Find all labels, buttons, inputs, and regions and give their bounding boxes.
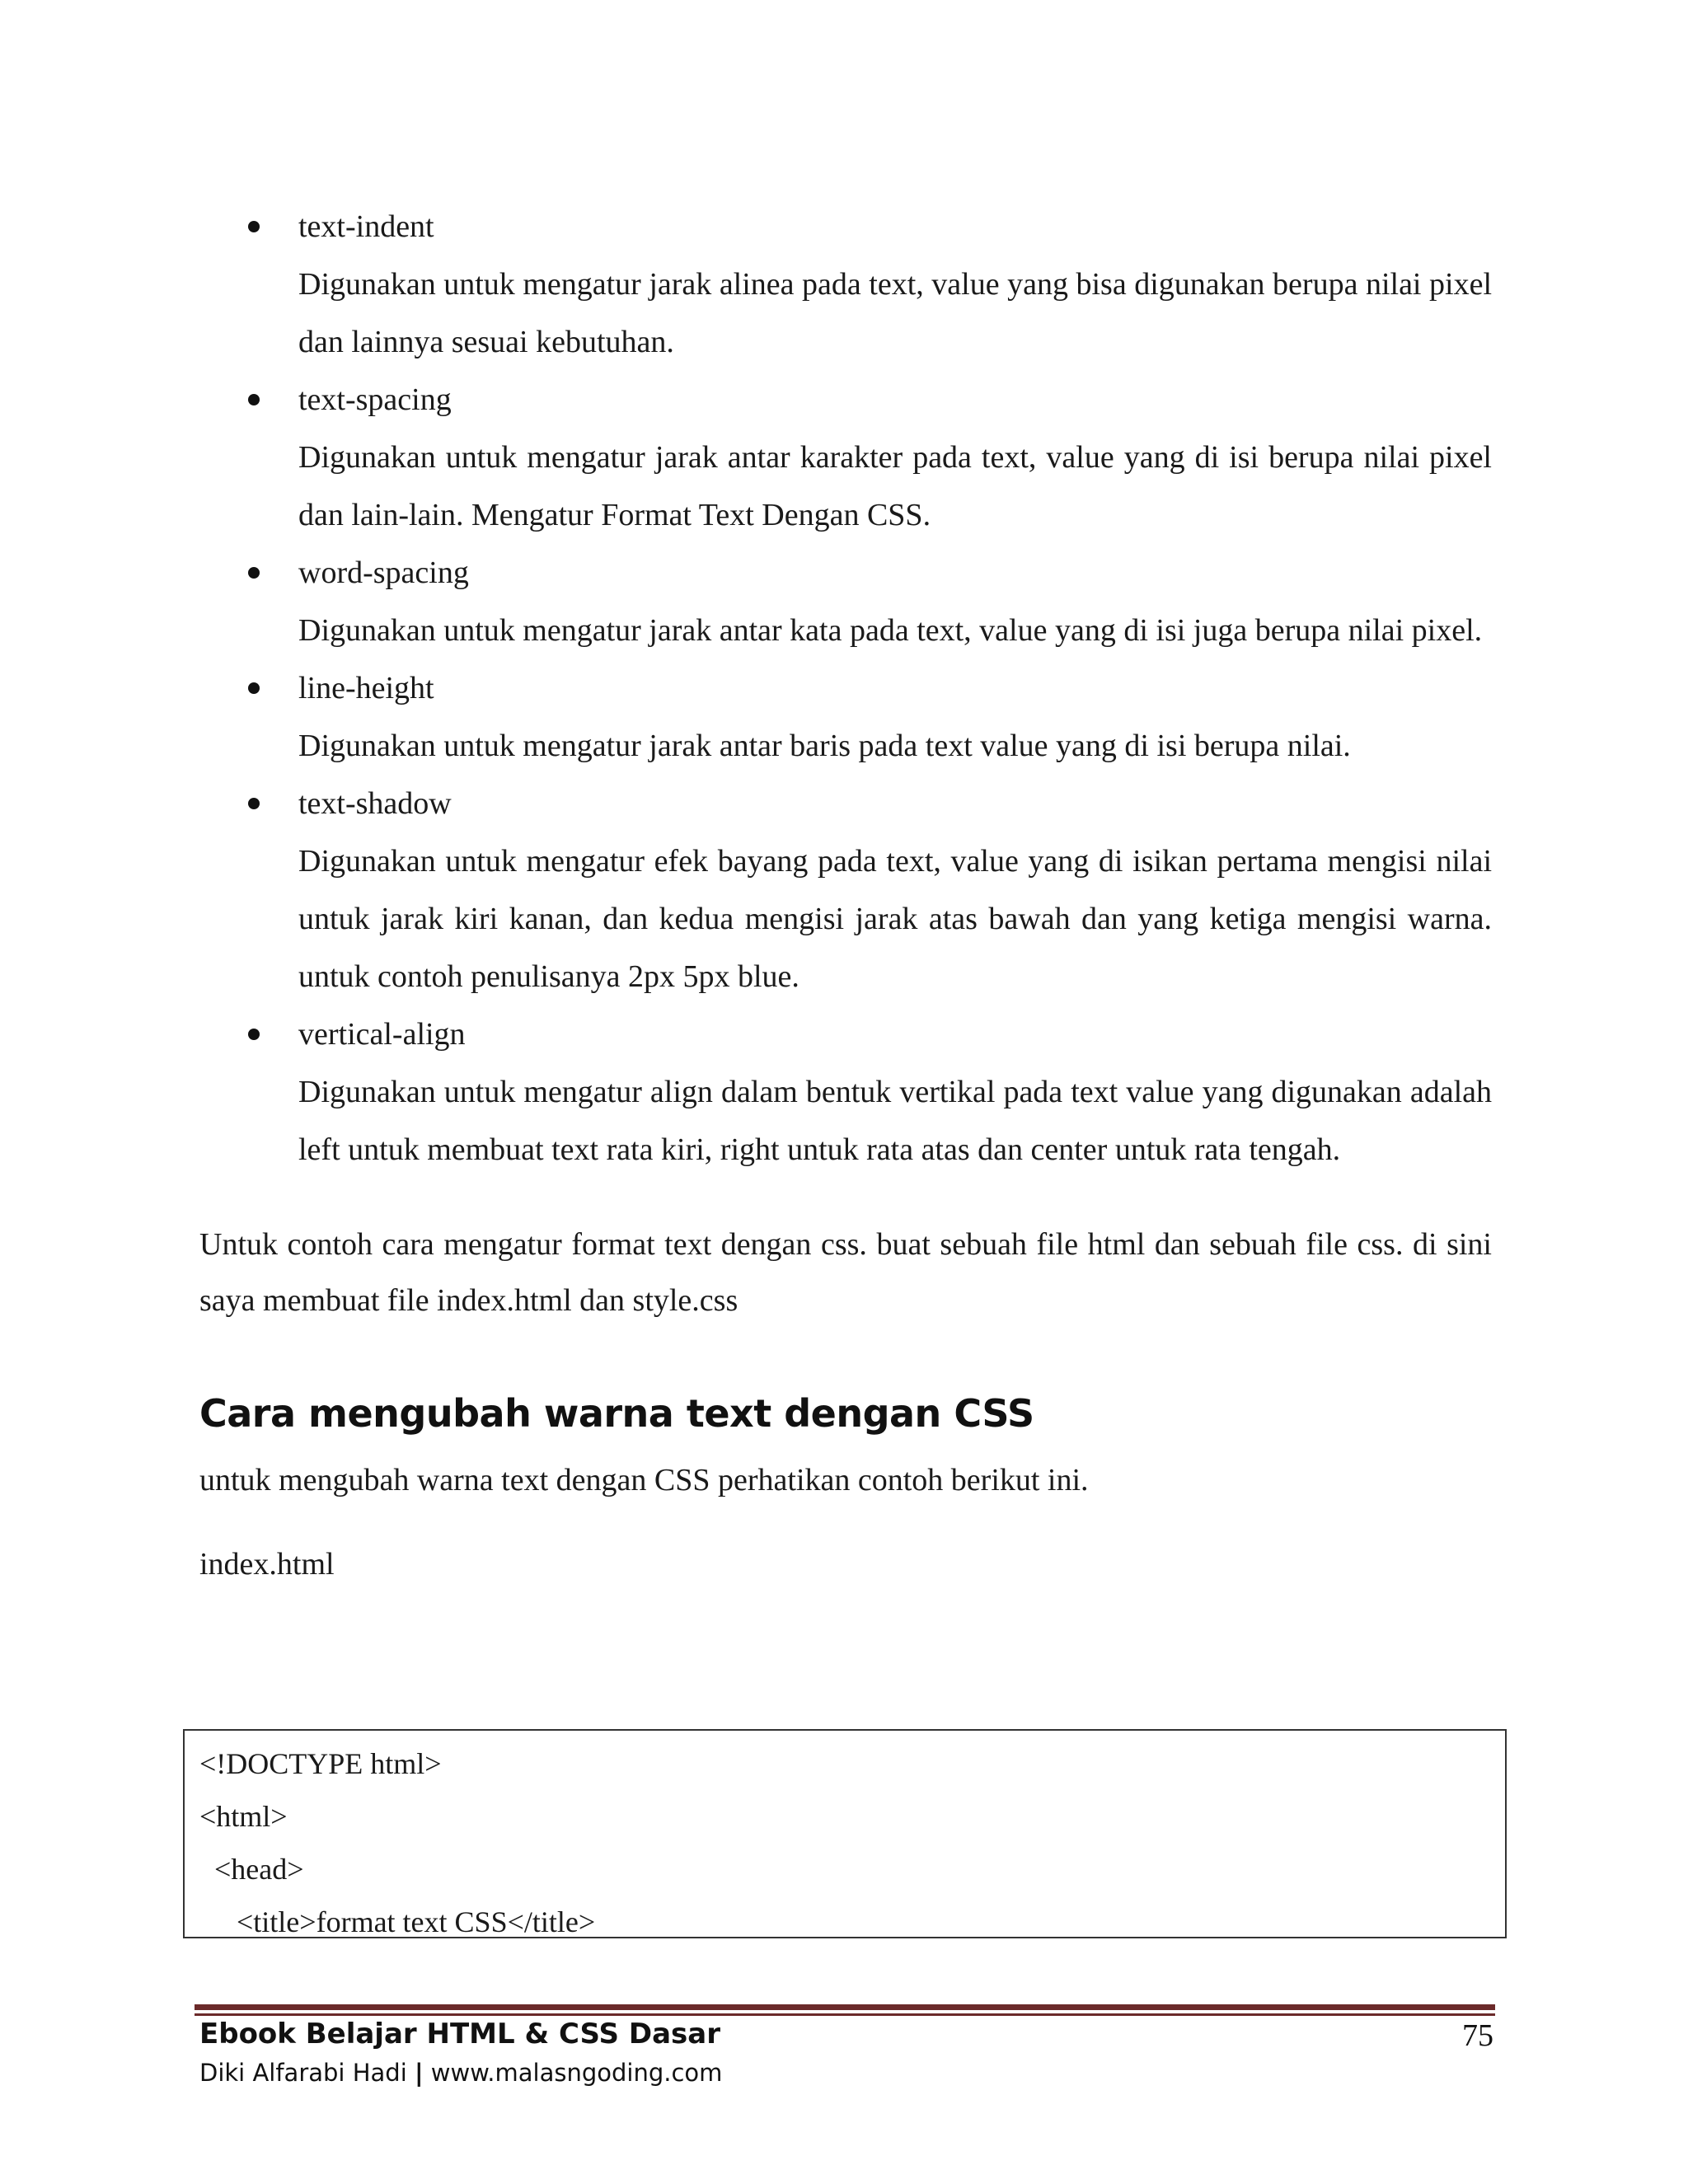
- property-description: Digunakan untuk mengatur jarak antar baris pada text value yang di isi berupa nilai.: [298, 729, 1351, 763]
- code-line: <title>format text CSS</title>: [199, 1905, 596, 1938]
- property-name: text-indent: [298, 209, 434, 244]
- property-description: Digunakan untuk mengatur jarak alinea pada text, value yang bisa digunakan berupa nilai pixel dan lainnya sesuai kebutuhan.: [298, 267, 1492, 359]
- code-filename-label: index.html: [199, 1547, 335, 1582]
- bullet-icon: [248, 394, 260, 405]
- property-name: text-shadow: [298, 786, 452, 821]
- list-item-text-shadow: [199, 775, 1492, 1005]
- footer-website: www.malasngoding.com: [430, 2059, 723, 2087]
- footer-divider: [195, 2004, 1495, 2010]
- property-name: line-height: [298, 671, 434, 705]
- property-name: vertical-align: [298, 1017, 466, 1052]
- list-item-text-indent: [199, 198, 1492, 371]
- list-item-text-spacing: [199, 371, 1492, 544]
- footer-book-title: Ebook Belajar HTML & CSS Dasar: [199, 2018, 720, 2050]
- property-description: Digunakan untuk mengatur jarak antar karakter pada text, value yang di isi berupa nilai pixel dan lain-lain. Mengatur Format Text Dengan CSS.: [298, 440, 1492, 532]
- code-line: <head>: [199, 1853, 304, 1886]
- property-description: Digunakan untuk mengatur efek bayang pada text, value yang di isikan pertama mengisi nilai untuk jarak kiri kanan, dan kedua mengisi jarak atas bawah dan yang ketiga mengisi warna. untuk contoh penulisanya 2px 5px blue.: [298, 844, 1492, 994]
- section-heading: Cara mengubah warna text dengan CSS: [199, 1391, 1034, 1436]
- bullet-icon: [248, 682, 260, 694]
- footer-author: Diki Alfarabi Hadi: [199, 2059, 407, 2087]
- page-number: 75: [1462, 2018, 1493, 2053]
- list-item-word-spacing: [199, 544, 1492, 659]
- bullet-icon: [248, 1029, 260, 1040]
- section-intro: untuk mengubah warna text dengan CSS perhatikan contoh berikut ini.: [199, 1463, 1089, 1497]
- footer-author-line: [199, 2059, 722, 2087]
- property-description: Digunakan untuk mengatur jarak antar kata pada text, value yang di isi juga berupa nilai pixel.: [298, 613, 1483, 648]
- bullet-icon: [248, 221, 260, 232]
- list-item-vertical-align: [199, 1005, 1492, 1179]
- property-name: word-spacing: [298, 555, 469, 590]
- code-line: <html>: [199, 1800, 288, 1833]
- page-content: [199, 198, 1492, 1592]
- code-line: <!DOCTYPE html>: [199, 1747, 442, 1780]
- bullet-icon: [248, 567, 260, 579]
- footer-divider-thin: [195, 2013, 1495, 2016]
- code-block: [183, 1729, 1507, 1938]
- property-name: text-spacing: [298, 382, 452, 417]
- property-description: Digunakan untuk mengatur align dalam bentuk vertikal pada text value yang digunakan adalah left untuk membuat text rata kiri, right untuk rata atas dan center untuk rata tengah.: [298, 1075, 1492, 1167]
- list-item-line-height: [199, 659, 1492, 775]
- bullet-icon: [248, 798, 260, 809]
- footer-separator: |: [414, 2059, 424, 2087]
- css-property-list: [199, 198, 1492, 1179]
- intro-paragraph: Untuk contoh cara mengatur format text dengan css. buat sebuah file html dan sebuah file css. di sini saya membuat file index.html dan style.css: [199, 1227, 1492, 1318]
